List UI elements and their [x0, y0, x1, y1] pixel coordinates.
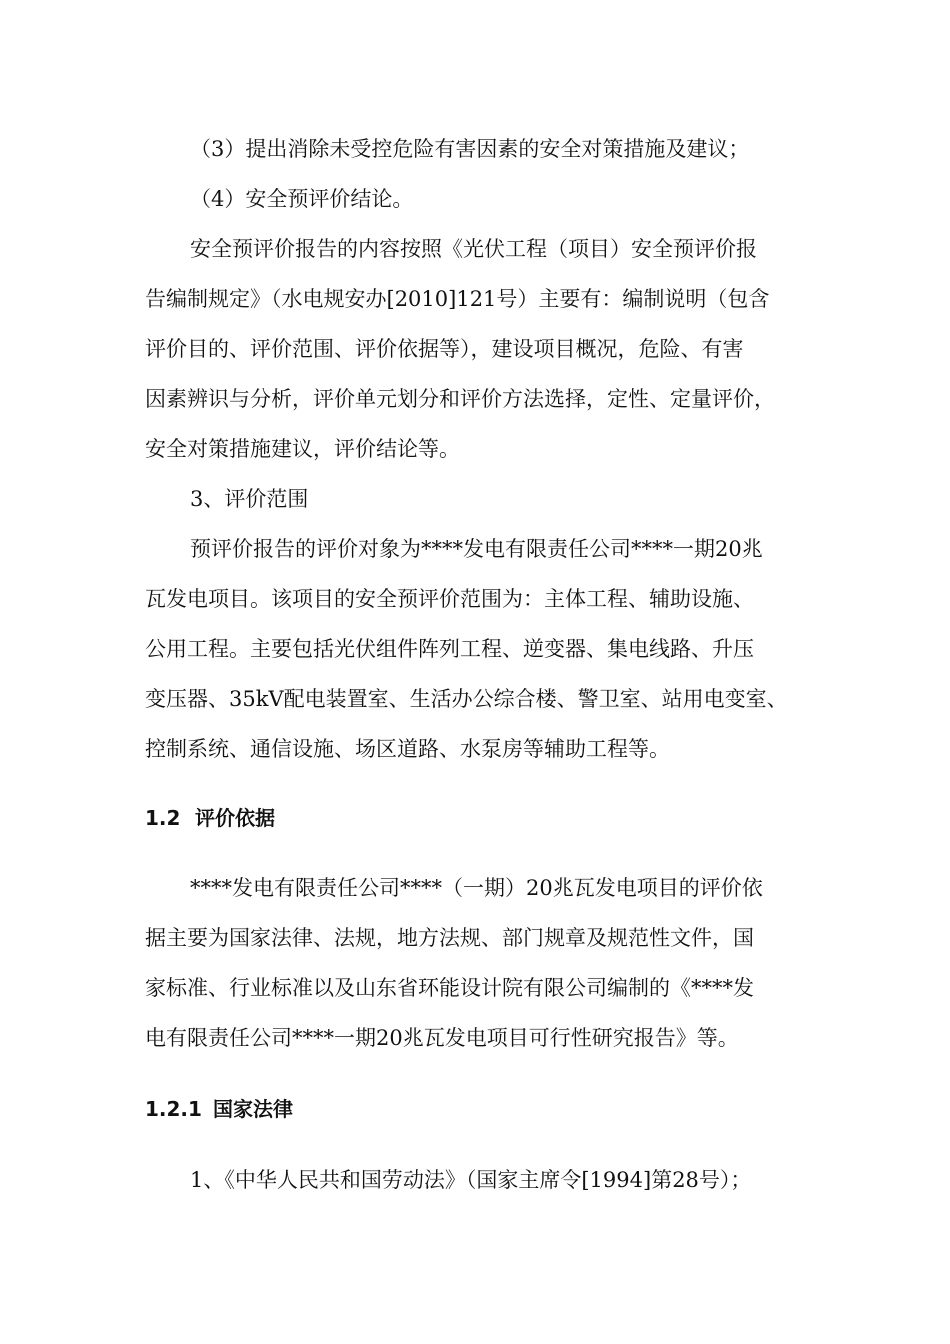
list-item-text: （3）提出消除未受控危险有害因素的安全对策措施及建议；: [190, 137, 750, 161]
text-line: 电有限责任公司****一期20兆瓦发电项目可行性研究报告》等。: [145, 1026, 739, 1050]
paragraph-report-content: [145, 224, 825, 474]
paragraph-basis: [145, 863, 825, 1063]
text-line: 变压器、35kV配电装置室、生活办公综合楼、警卫室、站用电变室、: [145, 687, 788, 711]
paragraph-scope: [145, 524, 825, 774]
law-item-text: 1、《中华人民共和国劳动法》（国家主席令[1994]第28号）；: [190, 1168, 752, 1192]
text-line: 安全对策措施建议，评价结论等。: [145, 437, 460, 461]
list-item: [190, 124, 870, 174]
subheading-scope: [190, 474, 870, 524]
text-line: 因素辨识与分析，评价单元划分和评价方法选择，定性、定量评价，: [145, 387, 775, 411]
text-line: 瓦发电项目。该项目的安全预评价范围为：主体工程、辅助设施、: [145, 587, 754, 611]
text-line: 评价目的、评价范围、评价依据等），建设项目概况，危险、有害: [145, 337, 744, 361]
section-heading-1-2-1: [145, 1094, 293, 1124]
law-list-item: [190, 1155, 870, 1205]
text-line: 据主要为国家法律、法规，地方法规、部门规章及规范性文件，国: [145, 926, 754, 950]
section-title: 评价依据: [195, 806, 275, 830]
list-item-text: （4）安全预评价结论。: [190, 187, 414, 211]
text-line: 预评价报告的评价对象为****发电有限责任公司****一期20兆: [190, 537, 763, 561]
section-number: 1.2: [145, 806, 181, 830]
list-item: [190, 174, 870, 224]
text-line: ****发电有限责任公司****（一期）20兆瓦发电项目的评价依: [190, 876, 763, 900]
text-line: 家标准、行业标准以及山东省环能设计院有限公司编制的《****发: [145, 976, 754, 1000]
text-line: 安全预评价报告的内容按照《光伏工程（项目）安全预评价报: [190, 237, 757, 261]
text-line: 控制系统、通信设施、场区道路、水泵房等辅助工程等。: [145, 737, 670, 761]
text-line: 公用工程。主要包括光伏组件阵列工程、逆变器、集电线路、升压: [145, 637, 754, 661]
section-heading-1-2: [145, 803, 275, 833]
subheading-text: 3、评价范围: [190, 487, 309, 511]
section-number: 1.2.1: [145, 1097, 202, 1121]
text-line: 告编制规定》（水电规安办[2010]121号）主要有：编制说明（包含: [145, 287, 770, 311]
section-title: 国家法律: [213, 1097, 293, 1121]
